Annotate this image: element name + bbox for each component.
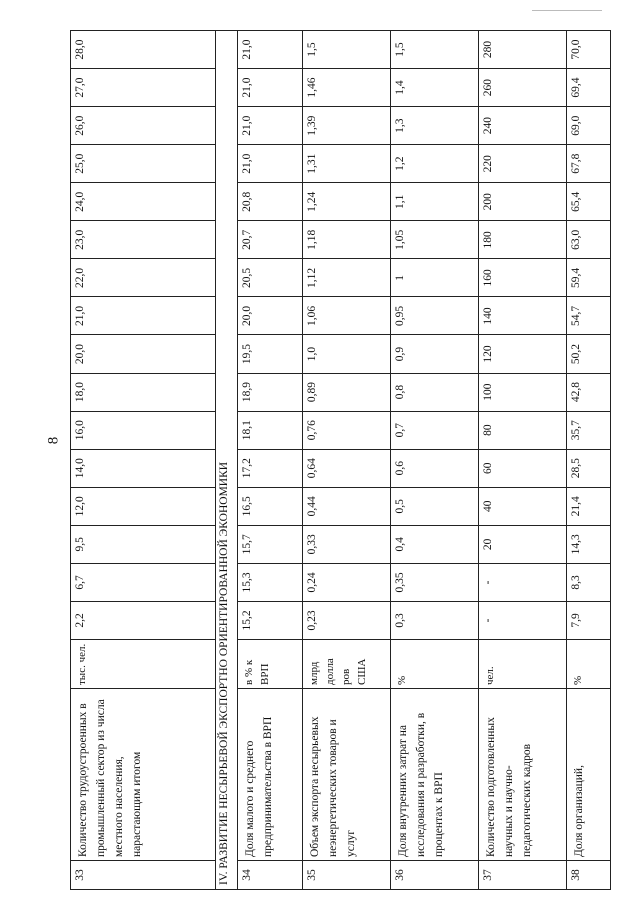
value-cell: 220 — [479, 145, 567, 183]
value-cell: 6,7 — [71, 563, 216, 601]
rotated-table-wrapper — [70, 30, 610, 890]
value-cell: 0,6 — [391, 449, 479, 487]
value-cell: 50,2 — [567, 335, 611, 373]
value-cell: 120 — [479, 335, 567, 373]
value-cell: 1,24 — [303, 183, 391, 221]
value-cell: 20,5 — [238, 259, 303, 297]
value-cell: 15,3 — [238, 563, 303, 601]
indicator-name: Количество подготовленных научных и научно-педагогических кадров — [479, 689, 567, 861]
value-cell: 60 — [479, 449, 567, 487]
value-cell: 160 — [479, 259, 567, 297]
value-cell: 2,2 — [71, 601, 216, 639]
value-cell: 7,9 — [567, 601, 611, 639]
value-cell: 42,8 — [567, 373, 611, 411]
value-cell: 16,0 — [71, 411, 216, 449]
value-cell: 19,5 — [238, 335, 303, 373]
value-cell: 0,23 — [303, 601, 391, 639]
value-cell: 0,9 — [391, 335, 479, 373]
value-cell: 17,2 — [238, 449, 303, 487]
value-cell: 1,18 — [303, 221, 391, 259]
value-cell: 1,4 — [391, 69, 479, 107]
value-cell: 80 — [479, 411, 567, 449]
value-cell: 0,95 — [391, 297, 479, 335]
header-rule — [532, 10, 602, 11]
table-row — [391, 31, 479, 890]
value-cell: 14,3 — [567, 525, 611, 563]
value-cell: 1,05 — [391, 221, 479, 259]
value-cell: 24,0 — [71, 183, 216, 221]
value-cell: 260 — [479, 69, 567, 107]
value-cell: 1,3 — [391, 107, 479, 145]
value-cell: 69,4 — [567, 69, 611, 107]
value-cell: 0,7 — [391, 411, 479, 449]
unit-cell: чел. — [479, 640, 567, 689]
value-cell: 63,0 — [567, 221, 611, 259]
value-cell: 35,7 — [567, 411, 611, 449]
value-cell: 1,5 — [391, 31, 479, 69]
indicator-name: Количество трудоустроенных в промышленный сектор из числа местного населения, нарастающим итогом — [71, 689, 216, 861]
value-cell: 140 — [479, 297, 567, 335]
unit-cell: млрд долла ров США — [303, 640, 391, 689]
table-row — [567, 31, 611, 890]
value-cell: 20 — [479, 525, 567, 563]
value-cell: 0,76 — [303, 411, 391, 449]
value-cell: 280 — [479, 31, 567, 69]
value-cell: 0,5 — [391, 487, 479, 525]
indicator-name: Доля организаций, — [567, 689, 611, 861]
value-cell: 200 — [479, 183, 567, 221]
value-cell: 14,0 — [71, 449, 216, 487]
unit-cell: в % к ВРП — [238, 640, 303, 689]
indicator-name: Объем экспорта несырьевых неэнергетических товаров и услуг — [303, 689, 391, 861]
value-cell: 1,1 — [391, 183, 479, 221]
row-number: 35 — [303, 861, 391, 890]
value-cell: 28,0 — [71, 31, 216, 69]
value-cell: 1,31 — [303, 145, 391, 183]
row-number: 34 — [238, 861, 303, 890]
value-cell: 18,9 — [238, 373, 303, 411]
value-cell: 180 — [479, 221, 567, 259]
unit-cell: % — [567, 640, 611, 689]
value-cell: 69,0 — [567, 107, 611, 145]
row-number: 33 — [71, 861, 216, 890]
row-number: 38 — [567, 861, 611, 890]
value-cell: 1,2 — [391, 145, 479, 183]
value-cell: 22,0 — [71, 259, 216, 297]
value-cell: 1,46 — [303, 69, 391, 107]
value-cell: 0,89 — [303, 373, 391, 411]
indicator-name: Доля малого и среднего предпринимательства в ВРП — [238, 689, 303, 861]
value-cell: 0,44 — [303, 487, 391, 525]
value-cell: 8,3 — [567, 563, 611, 601]
value-cell: 21,0 — [238, 145, 303, 183]
value-cell: 0,8 — [391, 373, 479, 411]
row-number: 37 — [479, 861, 567, 890]
table-row — [71, 31, 216, 890]
indicator-name: Доля внутренних затрат на исследования и разработки, в процентах к ВРП — [391, 689, 479, 861]
table-row — [303, 31, 391, 890]
section-row — [216, 31, 238, 890]
value-cell: 9,5 — [71, 525, 216, 563]
unit-cell: % — [391, 640, 479, 689]
value-cell: 21,4 — [567, 487, 611, 525]
value-cell: 0,24 — [303, 563, 391, 601]
value-cell: - — [479, 601, 567, 639]
value-cell: 26,0 — [71, 107, 216, 145]
value-cell: 1,0 — [303, 335, 391, 373]
unit-cell: тыс. чел. — [71, 640, 216, 689]
value-cell: 20,7 — [238, 221, 303, 259]
value-cell: 1,06 — [303, 297, 391, 335]
value-cell: 21,0 — [238, 69, 303, 107]
value-cell: 54,7 — [567, 297, 611, 335]
value-cell: 59,4 — [567, 259, 611, 297]
value-cell: 67,8 — [567, 145, 611, 183]
value-cell: 240 — [479, 107, 567, 145]
section-title: IV. РАЗВИТИЕ НЕСЫРЬЕВОЙ ЭКСПОРТНО ОРИЕНТИРОВАННОЙ ЭКОНОМИКИ — [216, 31, 238, 890]
value-cell: - — [479, 563, 567, 601]
value-cell: 65,4 — [567, 183, 611, 221]
value-cell: 0,3 — [391, 601, 479, 639]
value-cell: 0,33 — [303, 525, 391, 563]
value-cell: 70,0 — [567, 31, 611, 69]
value-cell: 27,0 — [71, 69, 216, 107]
value-cell: 18,0 — [71, 373, 216, 411]
value-cell: 15,2 — [238, 601, 303, 639]
value-cell: 100 — [479, 373, 567, 411]
value-cell: 21,0 — [71, 297, 216, 335]
table-row — [238, 31, 303, 890]
value-cell: 12,0 — [71, 487, 216, 525]
value-cell: 0,64 — [303, 449, 391, 487]
value-cell: 28,5 — [567, 449, 611, 487]
value-cell: 15,7 — [238, 525, 303, 563]
value-cell: 20,0 — [238, 297, 303, 335]
value-cell: 1,5 — [303, 31, 391, 69]
value-cell: 25,0 — [71, 145, 216, 183]
row-number: 36 — [391, 861, 479, 890]
value-cell: 23,0 — [71, 221, 216, 259]
value-cell: 1,39 — [303, 107, 391, 145]
value-cell: 16,5 — [238, 487, 303, 525]
value-cell: 18,1 — [238, 411, 303, 449]
value-cell: 0,35 — [391, 563, 479, 601]
value-cell: 20,0 — [71, 335, 216, 373]
value-cell: 40 — [479, 487, 567, 525]
value-cell: 20,8 — [238, 183, 303, 221]
value-cell: 1 — [391, 259, 479, 297]
table-row — [479, 31, 567, 890]
page-number: 8 — [45, 436, 62, 445]
value-cell: 21,0 — [238, 31, 303, 69]
indicator-table — [70, 30, 611, 890]
value-cell: 0,4 — [391, 525, 479, 563]
value-cell: 21,0 — [238, 107, 303, 145]
value-cell: 1,12 — [303, 259, 391, 297]
